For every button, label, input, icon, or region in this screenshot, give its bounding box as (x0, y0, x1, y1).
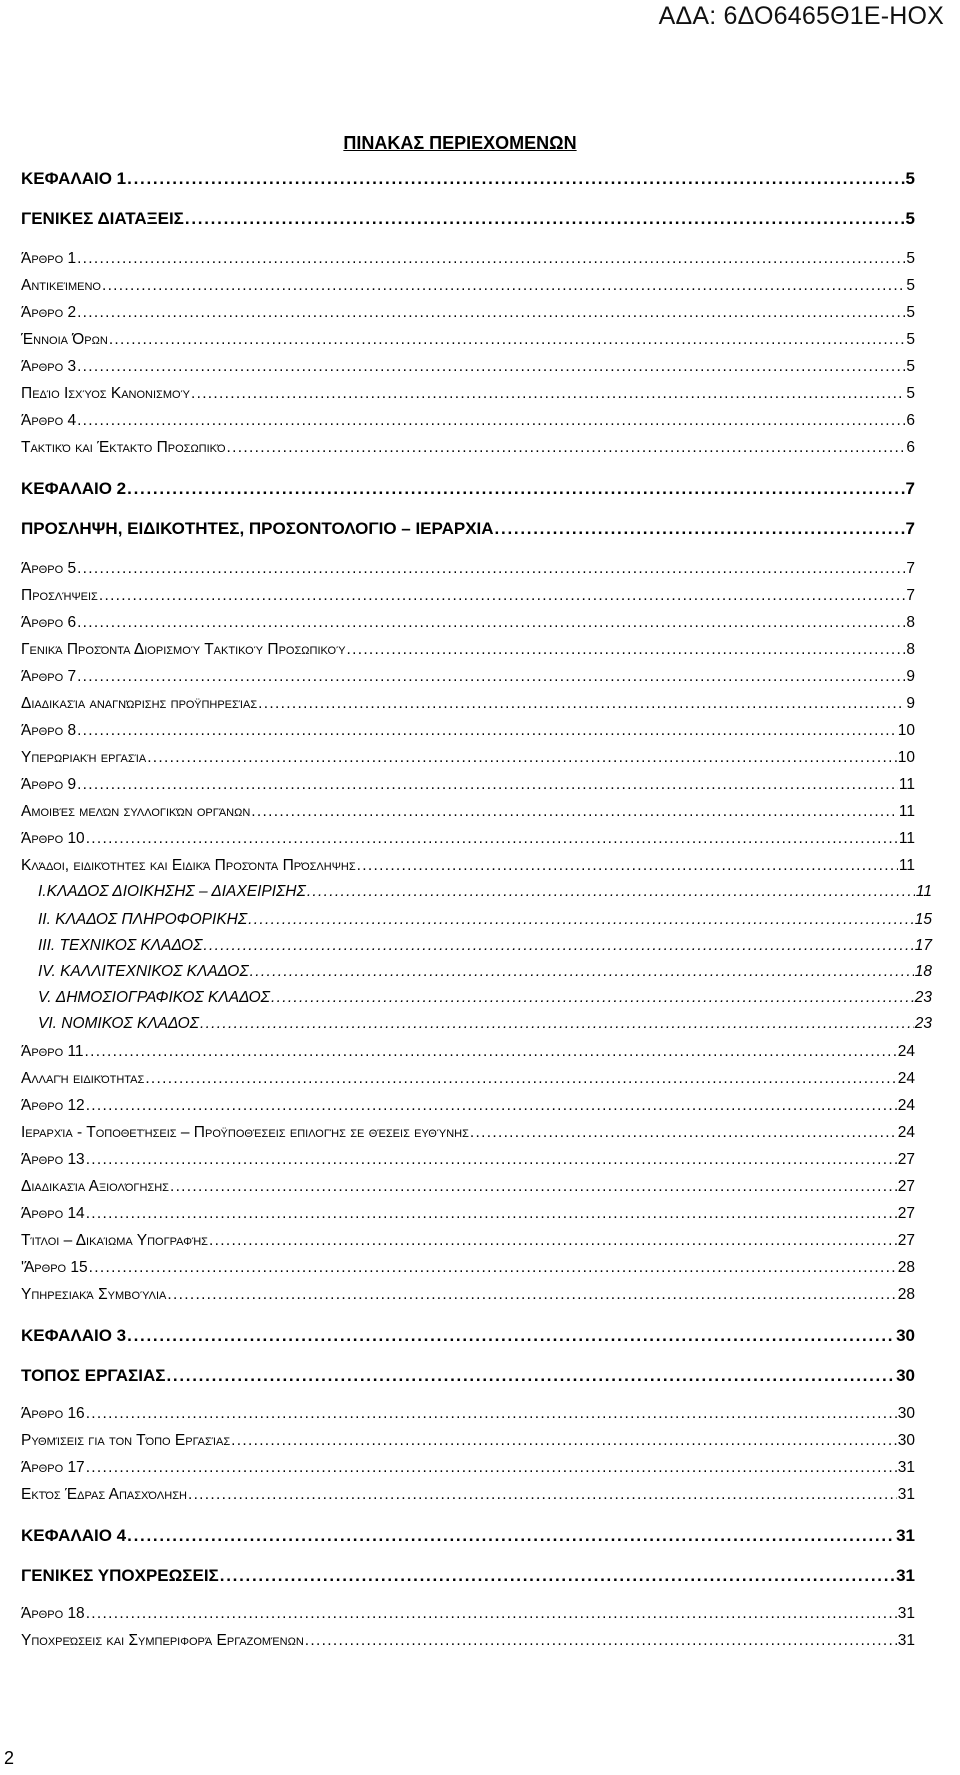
toc-dot-leader (203, 937, 913, 955)
toc-dot-leader (77, 614, 905, 632)
toc-entry-label: Διαδικασία αναγνώρισης προϋπηρεσίας (21, 695, 258, 712)
toc-entry-label: ΚΕΦΑΛΑΙΟ 4 (21, 1526, 127, 1545)
toc-entry-label: Άρθρο 14 (21, 1205, 85, 1222)
toc-entry-page: 7 (905, 519, 915, 538)
toc-dot-leader (166, 1366, 895, 1386)
toc-article-entry[interactable] (0, 803, 915, 821)
toc-dot-leader (77, 412, 905, 430)
toc-article-entry[interactable] (0, 776, 915, 794)
toc-entry-page: 24 (897, 1097, 915, 1114)
toc-branch-entry[interactable] (0, 883, 932, 901)
toc-dot-leader (250, 963, 914, 981)
toc-entry-page: 6 (906, 412, 915, 429)
toc-entry-label: Άρθρο 5 (21, 560, 77, 577)
toc-entry-label: Τίτλοι – Δικαίωμα Υπογραφής (21, 1232, 208, 1249)
toc-entry-label: Άρθρο 16 (21, 1405, 85, 1422)
toc-article-entry[interactable] (0, 1205, 915, 1223)
toc-entry-label: Γενικά Προσόντα Διορισμού Τακτικού Προσωπικού (21, 641, 346, 658)
toc-article-entry[interactable] (0, 1259, 915, 1277)
toc-article-entry[interactable] (0, 1486, 915, 1504)
toc-article-entry[interactable] (0, 412, 915, 430)
toc-article-entry[interactable] (0, 857, 915, 875)
toc-entry-page: 27 (897, 1151, 915, 1168)
toc-article-entry[interactable] (0, 1405, 915, 1423)
toc-article-entry[interactable] (0, 358, 915, 376)
toc-dot-leader (109, 331, 906, 349)
toc-article-entry[interactable] (0, 614, 915, 632)
toc-entry-page: 31 (897, 1459, 915, 1476)
toc-chapter-entry[interactable] (0, 1366, 915, 1386)
toc-entry-label: ΠΡΟΣΛΗΨΗ, ΕΙΔΙΚΟΤΗΤΕΣ, ΠΡΟΣΟΝΤΟΛΟΓΙΟ – ΙΕΡΑΡΧΙΑ (21, 519, 494, 538)
toc-dot-leader (77, 560, 905, 578)
toc-entry-page: 31 (896, 1566, 915, 1585)
toc-dot-leader (77, 250, 905, 268)
toc-entry-label: ΓΕΝΙΚΕΣ ΔΙΑΤΑΞΕΙΣ (21, 209, 184, 228)
toc-entry-label: ΚΕΦΑΛΑΙΟ 1 (21, 169, 127, 188)
toc-article-entry[interactable] (0, 830, 915, 848)
toc-entry-label: ΚΕΦΑΛΑΙΟ 3 (21, 1326, 127, 1345)
toc-dot-leader (170, 1178, 897, 1196)
toc-chapter-entry[interactable] (0, 1326, 915, 1346)
toc-article-entry[interactable] (0, 587, 915, 605)
toc-dot-leader (77, 668, 905, 686)
toc-entry-page: 15 (914, 911, 932, 928)
toc-entry-page: 31 (896, 1526, 915, 1545)
toc-entry-label: Αντικείμενο (21, 277, 101, 294)
toc-chapter-entry[interactable] (0, 479, 915, 499)
toc-entry-page: 31 (897, 1486, 915, 1503)
toc-entry-label: Άρθρο 2 (21, 304, 77, 321)
toc-dot-leader (231, 1432, 897, 1450)
toc-chapter-entry[interactable] (0, 169, 915, 189)
toc-entry-label: Υπερωριακή εργασία (21, 749, 147, 766)
toc-entry-page: 31 (897, 1632, 915, 1649)
toc-article-entry[interactable] (0, 749, 915, 767)
toc-article-entry[interactable] (0, 1097, 915, 1115)
toc-entry-page: 9 (906, 668, 915, 685)
toc-article-entry[interactable] (0, 668, 915, 686)
toc-entry-label: Προσλήψεις (21, 587, 98, 604)
toc-entry-label: Ρυθμίσεις για τον Τόπο Εργασίας (21, 1432, 231, 1449)
toc-entry-label: Άρθρο 1 (21, 250, 77, 267)
toc-entry-page: 27 (897, 1232, 915, 1249)
toc-entry-page: 7 (906, 587, 915, 604)
toc-entry-page: 27 (897, 1205, 915, 1222)
toc-dot-leader (185, 209, 905, 229)
toc-article-entry[interactable] (0, 385, 915, 403)
toc-entry-label: Άρθρο 18 (21, 1605, 85, 1622)
toc-dot-leader (77, 358, 905, 376)
toc-article-entry[interactable] (0, 1151, 915, 1169)
toc-entry-page: 30 (897, 1405, 915, 1422)
toc-entry-label: Άρθρο 13 (21, 1151, 85, 1168)
toc-entry-page: 24 (897, 1070, 915, 1087)
toc-article-entry[interactable] (0, 1432, 915, 1450)
toc-dot-leader (251, 803, 898, 821)
toc-dot-leader (271, 989, 914, 1007)
toc-entry-label: Τακτικό και Έκτακτο Προσωπικό (21, 439, 226, 456)
toc-dot-leader (258, 695, 905, 713)
toc-entry-page: 11 (915, 883, 932, 900)
toc-entry-page: 8 (906, 641, 915, 658)
toc-branch-entry[interactable] (0, 937, 932, 955)
toc-dot-leader (86, 1097, 897, 1115)
toc-chapter-entry[interactable] (0, 1566, 915, 1586)
toc-dot-leader (188, 1486, 897, 1504)
toc-article-entry[interactable] (0, 1178, 915, 1196)
toc-article-entry[interactable] (0, 722, 915, 740)
toc-dot-leader (86, 1459, 897, 1477)
toc-entry-label: Έννοια Όρων (21, 331, 108, 348)
toc-entry-page: 9 (906, 695, 915, 712)
toc-entry-page: 5 (906, 304, 915, 321)
toc-entry-page: 30 (897, 1432, 915, 1449)
toc-dot-leader (495, 519, 905, 539)
toc-entry-page: 24 (897, 1043, 915, 1060)
toc-entry-label: Αμοιβές μελών συλλογικών οργάνων (21, 803, 251, 820)
toc-dot-leader (346, 641, 905, 659)
toc-dot-leader (86, 830, 898, 848)
toc-chapter-entry[interactable] (0, 1526, 915, 1546)
toc-dot-leader (147, 749, 897, 767)
toc-entry-page: 18 (914, 963, 932, 980)
toc-dot-leader (200, 1015, 914, 1033)
toc-entry-label: ΓΕΝΙΚΕΣ ΥΠΟΧΡΕΩΣΕΙΣ (21, 1566, 219, 1585)
toc-entry-page: 5 (906, 358, 915, 375)
toc-title: ΠΙΝΑΚΑΣ ΠΕΡΙΕΧΟΜΕΝΩΝ (343, 133, 577, 153)
toc-dot-leader (209, 1232, 897, 1250)
toc-entry-page: 5 (906, 277, 915, 294)
toc-entry-label: Άρθρο 11 (21, 1043, 84, 1060)
toc-dot-leader (227, 439, 906, 457)
toc-entry-page: 11 (898, 803, 915, 820)
toc-dot-leader (85, 1043, 897, 1061)
toc-dot-leader (89, 1259, 897, 1277)
toc-article-entry[interactable] (0, 560, 915, 578)
toc-entry-label: Κλάδοι, ειδικότητες και Ειδικά Προσόντα Πρόσληψης (21, 857, 356, 874)
toc-dot-leader (145, 1070, 896, 1088)
toc-entry-label: VI. ΝΟΜΙΚΟΣ ΚΛΑΔΟΣ (38, 1015, 199, 1032)
toc-entry-page: 5 (906, 250, 915, 267)
toc-entry-page: 31 (897, 1605, 915, 1622)
toc-dot-leader (86, 1605, 897, 1623)
toc-entry-label: Άρθρο 12 (21, 1097, 85, 1114)
toc-entry-label: Άρθρο 9 (21, 776, 77, 793)
toc-dot-leader (102, 277, 905, 295)
toc-dot-leader (77, 722, 897, 740)
toc-dot-leader (191, 385, 905, 403)
toc-entry-label: Υπηρεσιακά Συμβούλια (21, 1286, 167, 1303)
toc-article-entry[interactable] (0, 277, 915, 295)
toc-article-entry[interactable] (0, 1124, 915, 1142)
toc-article-entry[interactable] (0, 1070, 915, 1088)
toc-entry-page: 7 (906, 560, 915, 577)
toc-entry-label: Άρθρο 7 (21, 668, 77, 685)
toc-article-entry[interactable] (0, 439, 915, 457)
page-number: 2 (4, 1748, 15, 1768)
toc-entry-page: 11 (898, 857, 915, 874)
toc-article-entry[interactable] (0, 1232, 915, 1250)
toc-dot-leader (248, 911, 914, 929)
toc-entry-label: Υποχρεώσεις και Συμπεριφορά Εργαζομένων (21, 1632, 304, 1649)
toc-entry-label: ΚΕΦΑΛΑΙΟ 2 (21, 479, 127, 498)
toc-branch-entry[interactable] (0, 963, 932, 981)
toc-entry-label: Αλλαγή ειδικότητας (21, 1070, 145, 1087)
toc-entry-page: 10 (897, 749, 915, 766)
toc-branch-entry[interactable] (0, 911, 932, 929)
toc-article-entry[interactable] (0, 1286, 915, 1304)
toc-article-entry[interactable] (0, 1605, 915, 1623)
toc-entry-page: 24 (897, 1124, 915, 1141)
toc-entry-label: I.ΚΛΑΔΟΣ ΔΙΟΙΚΗΣΗΣ – ΔΙΑΧΕΙΡΙΣΗΣ (38, 883, 306, 900)
toc-entry-page: 5 (906, 385, 915, 402)
toc-entry-label: Εκτός Έδρας Απασχόληση (21, 1486, 187, 1503)
toc-entry-page: 5 (906, 331, 915, 348)
toc-article-entry[interactable] (0, 331, 915, 349)
toc-article-entry[interactable] (0, 1459, 915, 1477)
toc-article-entry[interactable] (0, 1043, 915, 1061)
toc-dot-leader (127, 169, 904, 189)
toc-entry-page: 28 (897, 1259, 915, 1276)
toc-entry-page: 5 (905, 169, 915, 188)
toc-chapter-entry[interactable] (0, 209, 915, 229)
toc-chapter-entry[interactable] (0, 519, 915, 539)
toc-entry-label: III. ΤΕΧΝΙΚΟΣ ΚΛΑΔΟΣ (38, 937, 203, 954)
toc-dot-leader (99, 587, 906, 605)
toc-entry-label: Άρθρο 4 (21, 412, 77, 429)
toc-dot-leader (127, 1326, 895, 1346)
toc-dot-leader (77, 776, 898, 794)
toc-entry-label: 'Άρθρο 15 (21, 1259, 88, 1276)
toc-dot-leader (127, 1526, 895, 1546)
toc-branch-entry[interactable] (0, 1015, 932, 1033)
toc-entry-page: 5 (905, 209, 915, 228)
toc-entry-page: 28 (897, 1286, 915, 1303)
toc-entry-page: 23 (914, 989, 932, 1006)
toc-entry-label: ΤΟΠΟΣ ΕΡΓΑΣΙΑΣ (21, 1366, 166, 1385)
toc-dot-leader (86, 1405, 897, 1423)
toc-entry-page: 10 (897, 722, 915, 739)
toc-article-entry[interactable] (0, 250, 915, 268)
toc-entry-page: 8 (906, 614, 915, 631)
toc-entry-label: Άρθρο 8 (21, 722, 77, 739)
toc-entry-label: V. ΔΗΜΟΣΙΟΓΡΑΦΙΚΟΣ ΚΛΑΔΟΣ (38, 989, 270, 1006)
toc-article-entry[interactable] (0, 695, 915, 713)
toc-entry-label: Ιεραρχία - Τοποθετήσεις – Προϋποθέσεις επιλογής σε θέσεις ευθύνης (21, 1124, 469, 1141)
toc-entry-label: Πεδίο Ισχύος Κανονισμού (21, 385, 190, 402)
toc-dot-leader (86, 1151, 897, 1169)
toc-entry-page: 11 (898, 830, 915, 847)
toc-article-entry[interactable] (0, 641, 915, 659)
ada-code: ΑΔΑ: 6ΔΟ6465Θ1Ε-ΗΟΧ (658, 2, 944, 30)
toc-dot-leader (86, 1205, 897, 1223)
toc-dot-leader (357, 857, 898, 875)
toc-entry-label: II. ΚΛΑΔΟΣ ΠΛΗΡΟΦΟΡΙΚΗΣ (38, 911, 248, 928)
toc-dot-leader (307, 883, 915, 901)
toc-branch-entry[interactable] (0, 989, 932, 1007)
toc-dot-leader (220, 1566, 895, 1586)
toc-entry-page: 11 (898, 776, 915, 793)
toc-entry-label: Άρθρο 17 (21, 1459, 85, 1476)
toc-article-entry[interactable] (0, 1632, 915, 1650)
toc-dot-leader (167, 1286, 896, 1304)
toc-entry-label: Διαδικασία Αξιολόγησης (21, 1178, 169, 1195)
toc-entry-page: 30 (896, 1366, 915, 1385)
toc-dot-leader (305, 1632, 897, 1650)
toc-entry-page: 17 (914, 937, 932, 954)
toc-entry-label: Άρθρο 3 (21, 358, 77, 375)
toc-entry-label: IV. ΚΑΛΛΙΤΕΧΝΙΚΟΣ ΚΛΑΔΟΣ (38, 963, 249, 980)
toc-entry-page: 6 (906, 439, 915, 456)
toc-entry-label: Άρθρο 6 (21, 614, 77, 631)
toc-article-entry[interactable] (0, 304, 915, 322)
toc-dot-leader (77, 304, 905, 322)
toc-entry-page: 30 (896, 1326, 915, 1345)
toc-entry-page: 23 (914, 1015, 932, 1032)
toc-entry-page: 27 (897, 1178, 915, 1195)
toc-dot-leader (127, 479, 904, 499)
toc-dot-leader (470, 1124, 897, 1142)
toc-entry-label: Άρθρο 10 (21, 830, 85, 847)
toc-entry-page: 7 (905, 479, 915, 498)
